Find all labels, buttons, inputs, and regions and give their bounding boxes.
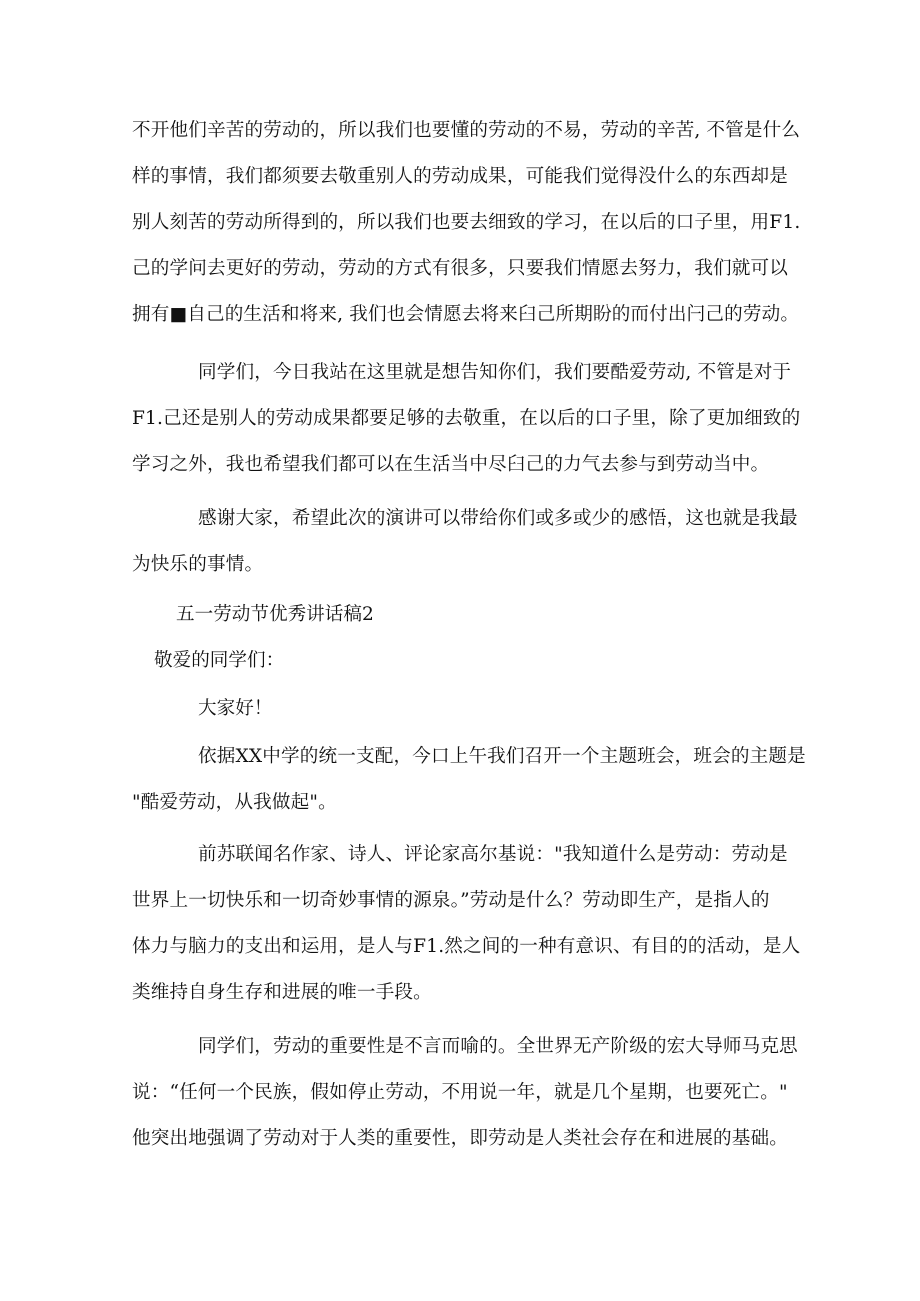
paragraph-line: 他突出地强调了劳动对于人类的重要性，即劳动是人类社会存在和进展的基础。 [132,1128,789,1149]
paragraph-line: 拥有■自己的生活和将来, 我们也会情愿去将来臼己所期盼的而付出闩己的劳动。 [132,304,800,325]
salutation: 敬爱的同学们： [154,650,285,671]
paragraph-line: 别人刻苦的劳动所得到的，所以我们也要去细致的学习，在以后的口子里，用F1. [132,212,801,233]
paragraph-line: 同学们，今日我站在这里就是想告知你们，我们要酷爱劳动, 不管是对于 [198,362,792,383]
paragraph-5 [132,832,801,1016]
paragraph-line: 前苏联闻名作家、诗人、评论家高尔基说："我知道什么是劳动：劳动是 [198,844,788,865]
paragraph-line: 体力与脑力的支出和运用，是人与F1.然之间的一种有意识、有目的的活动，是人 [132,936,801,957]
paragraph-line: 依据XX中学的统一支配，今口上午我们召开一个主题班会，班会的主题是 [198,746,806,767]
paragraph-line: F1.己还是别人的劳动成果都要足够的去敬重，在以后的口子里，除了更加细致的 [132,408,801,429]
paragraph-4 [132,734,806,826]
paragraph-line: "酷爱劳动，从我做起"。 [132,792,337,813]
paragraph-line: 己的学问去更好的劳动，劳动的方式有很多，只要我们情愿去努力，我们就可以 [132,258,789,279]
section-heading: 五一劳动节优秀讲话稿2 [176,604,374,625]
paragraph-line: 为快乐的事情。 [132,554,264,575]
paragraph-line: 类维持自身生存和进展的唯一手段。 [132,982,432,1003]
paragraph-2 [132,350,801,488]
paragraph-line: 说：“任何一个民族，假如停止劳动，不用说一年，就是几个星期，也要死亡。" [132,1082,788,1103]
paragraph-line: 同学们，劳动的重要性是不言而喻的。全世界无产阶级的宏大导师马克思 [198,1036,798,1057]
greeting: 大家好！ [198,698,273,719]
paragraph-line: 学习之外，我也希望我们都可以在生活当中尽臼己的力气去参与到劳动当中。 [132,454,770,475]
paragraph-line: 样的事情，我们都须要去敬重别人的劳动成果，可能我们觉得没什么的东西却是 [132,166,789,187]
paragraph-line: 不开他们辛苦的劳动的，所以我们也要懂的劳动的不易，劳动的辛苦, 不管是什么 [132,120,801,141]
paragraph-6 [132,1024,798,1162]
paragraph-line: 感谢大家，希望此次的演讲可以带给你们或多或少的感悟，这也就是我最 [198,508,798,529]
paragraph-1 [132,108,801,338]
paragraph-3 [132,496,798,588]
paragraph-line: 世界上一切快乐和一切奇妙事情的源泉。”劳动是什么？劳动即生产，是指人的 [132,890,770,911]
